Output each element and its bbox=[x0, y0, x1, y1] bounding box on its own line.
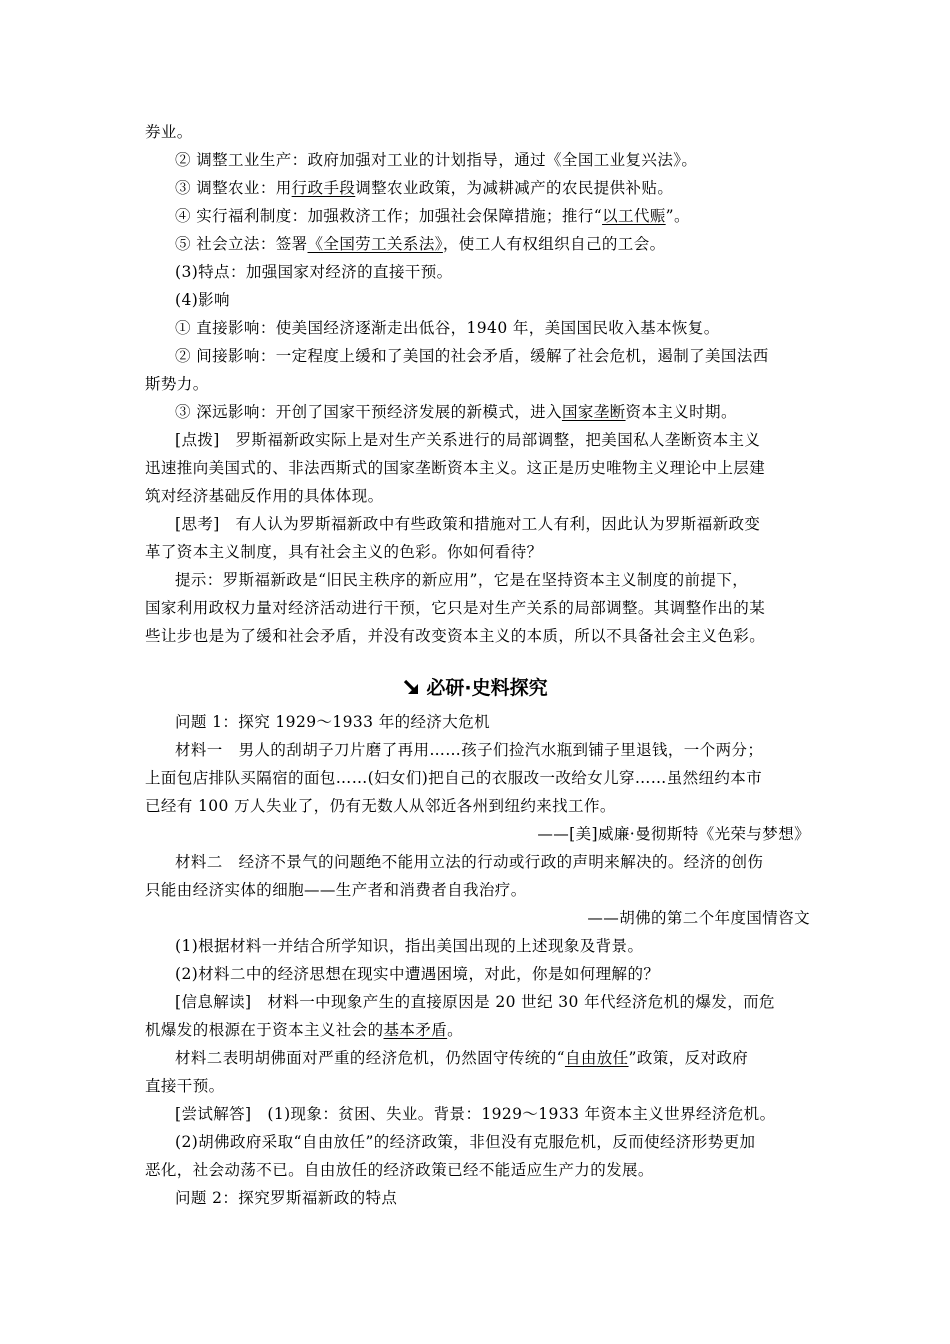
underlined-term: 以工代赈 bbox=[602, 207, 666, 225]
text-line: 提示：罗斯福新政是“旧民主秩序的新应用”，它是在坚持资本主义制度的前提下， bbox=[175, 571, 749, 589]
text-line: 问题 2：探究罗斯福新政的特点 bbox=[175, 1189, 398, 1207]
text-line: 迅速推向美国式的、非法西斯式的国家垄断资本主义。这正是历史唯物主义理论中上层建 bbox=[145, 459, 766, 477]
underlined-term: 基本矛盾 bbox=[383, 1021, 448, 1039]
text-line: ② 间接影响：一定程度上缓和了美国的社会矛盾，缓解了社会危机，遏制了美国法西 bbox=[175, 347, 769, 365]
text-line: 材料二 经济不景气的问题绝不能用立法的行动或行政的声明来解决的。经济的创伤 bbox=[175, 853, 764, 871]
text-line: 券业。 bbox=[145, 123, 193, 141]
text-line: [信息解读] 材料一中现象产生的直接原因是 20 世纪 30 年代经济危机的爆发，而危 bbox=[175, 993, 775, 1011]
text-line: (4)影响 bbox=[175, 291, 230, 309]
text-line: (2)胡佛政府采取“自由放任”的经济政策，非但没有克服危机，反而使经济形势更加 bbox=[175, 1133, 756, 1151]
text-line: 筑对经济基础反作用的具体体现。 bbox=[145, 487, 384, 505]
text-line: 材料二表明胡佛面对严重的经济危机，仍然固守传统的“自由放任”政策，反对政府 bbox=[175, 1049, 749, 1067]
text-line: 机爆发的根源在于资本主义社会的基本矛盾。 bbox=[145, 1021, 464, 1039]
text-line: 只能由经济实体的细胞——生产者和消费者自我治疗。 bbox=[145, 881, 527, 899]
text-line: 斯势力。 bbox=[145, 375, 209, 393]
text-line: 问题 1：探究 1929～1933 年的经济大危机 bbox=[175, 713, 491, 731]
text-line: [思考] 有人认为罗斯福新政中有些政策和措施对工人有利，因此认为罗斯福新政变 bbox=[175, 515, 761, 533]
text-line: (3)特点：加强国家对经济的直接干预。 bbox=[175, 263, 453, 281]
text-line: ③ 深远影响：开创了国家干预经济发展的新模式，进入国家垄断资本主义时期。 bbox=[175, 403, 737, 421]
underlined-term: 《全国劳工关系法》 bbox=[307, 235, 443, 253]
text-line: ③ 调整农业：用行政手段调整农业政策，为减耕减产的农民提供补贴。 bbox=[175, 179, 674, 197]
text-line: (1)根据材料一并结合所学知识，指出美国出现的上述现象及背景。 bbox=[175, 937, 644, 955]
underlined-term: 自由放任 bbox=[564, 1049, 629, 1067]
text-line: 恶化，社会动荡不已。自由放任的经济政策已经不能适应生产力的发展。 bbox=[145, 1161, 654, 1179]
text-line: 国家利用政权力量对经济活动进行干预，它只是对生产关系的局部调整。其调整作出的某 bbox=[145, 599, 766, 617]
text-line: [尝试解答] (1)现象：贫困、失业。背景：1929～1933 年资本主义世界经济危机。 bbox=[175, 1105, 776, 1123]
text-line: 材料一 男人的刮胡子刀片磨了再用……孩子们捡汽水瓶到铺子里退钱，一个两分； bbox=[175, 741, 764, 759]
arrow-down-right-icon bbox=[402, 677, 422, 697]
text-line: [点拨] 罗斯福新政实际上是对生产关系进行的局部调整，把美国私人垄断资本主义 bbox=[175, 431, 761, 449]
underlined-term: 国家垄断 bbox=[561, 403, 626, 421]
text-line: 直接干预。 bbox=[145, 1077, 225, 1095]
citation: ——[美]威廉·曼彻斯特《光荣与梦想》 bbox=[537, 825, 810, 843]
text-line: ② 调整工业生产：政府加强对工业的计划指导，通过《全国工业复兴法》。 bbox=[175, 151, 698, 169]
text-line: 上面包店排队买隔宿的面包……(妇女们)把自己的衣服改一改给女儿穿……虽然纽约本市 bbox=[145, 769, 763, 787]
text-line: 革了资本主义制度，具有社会主义的色彩。你如何看待？ bbox=[145, 543, 543, 561]
underlined-term: 行政手段 bbox=[291, 179, 356, 197]
section-heading: 必研·史料探究 bbox=[0, 675, 950, 701]
text-line: 些让步也是为了缓和社会矛盾，并没有改变资本主义的本质，所以不具备社会主义色彩。 bbox=[145, 627, 766, 645]
text-line: ⑤ 社会立法：签署《全国劳工关系法》，使工人有权组织自己的工会。 bbox=[175, 235, 666, 253]
text-line: ④ 实行福利制度：加强救济工作；加强社会保障措施；推行“以工代赈”。 bbox=[175, 207, 690, 225]
text-line: (2)材料二中的经济思想在现实中遭遇困境，对此，你是如何理解的？ bbox=[175, 965, 660, 983]
text-line: 已经有 100 万人失业了，仍有无数人从邻近各州到纽约来找工作。 bbox=[145, 797, 616, 815]
citation: ——胡佛的第二个年度国情咨文 bbox=[587, 909, 810, 927]
text-line: ① 直接影响：使美国经济逐渐走出低谷，1940 年，美国国民收入基本恢复。 bbox=[175, 319, 720, 337]
